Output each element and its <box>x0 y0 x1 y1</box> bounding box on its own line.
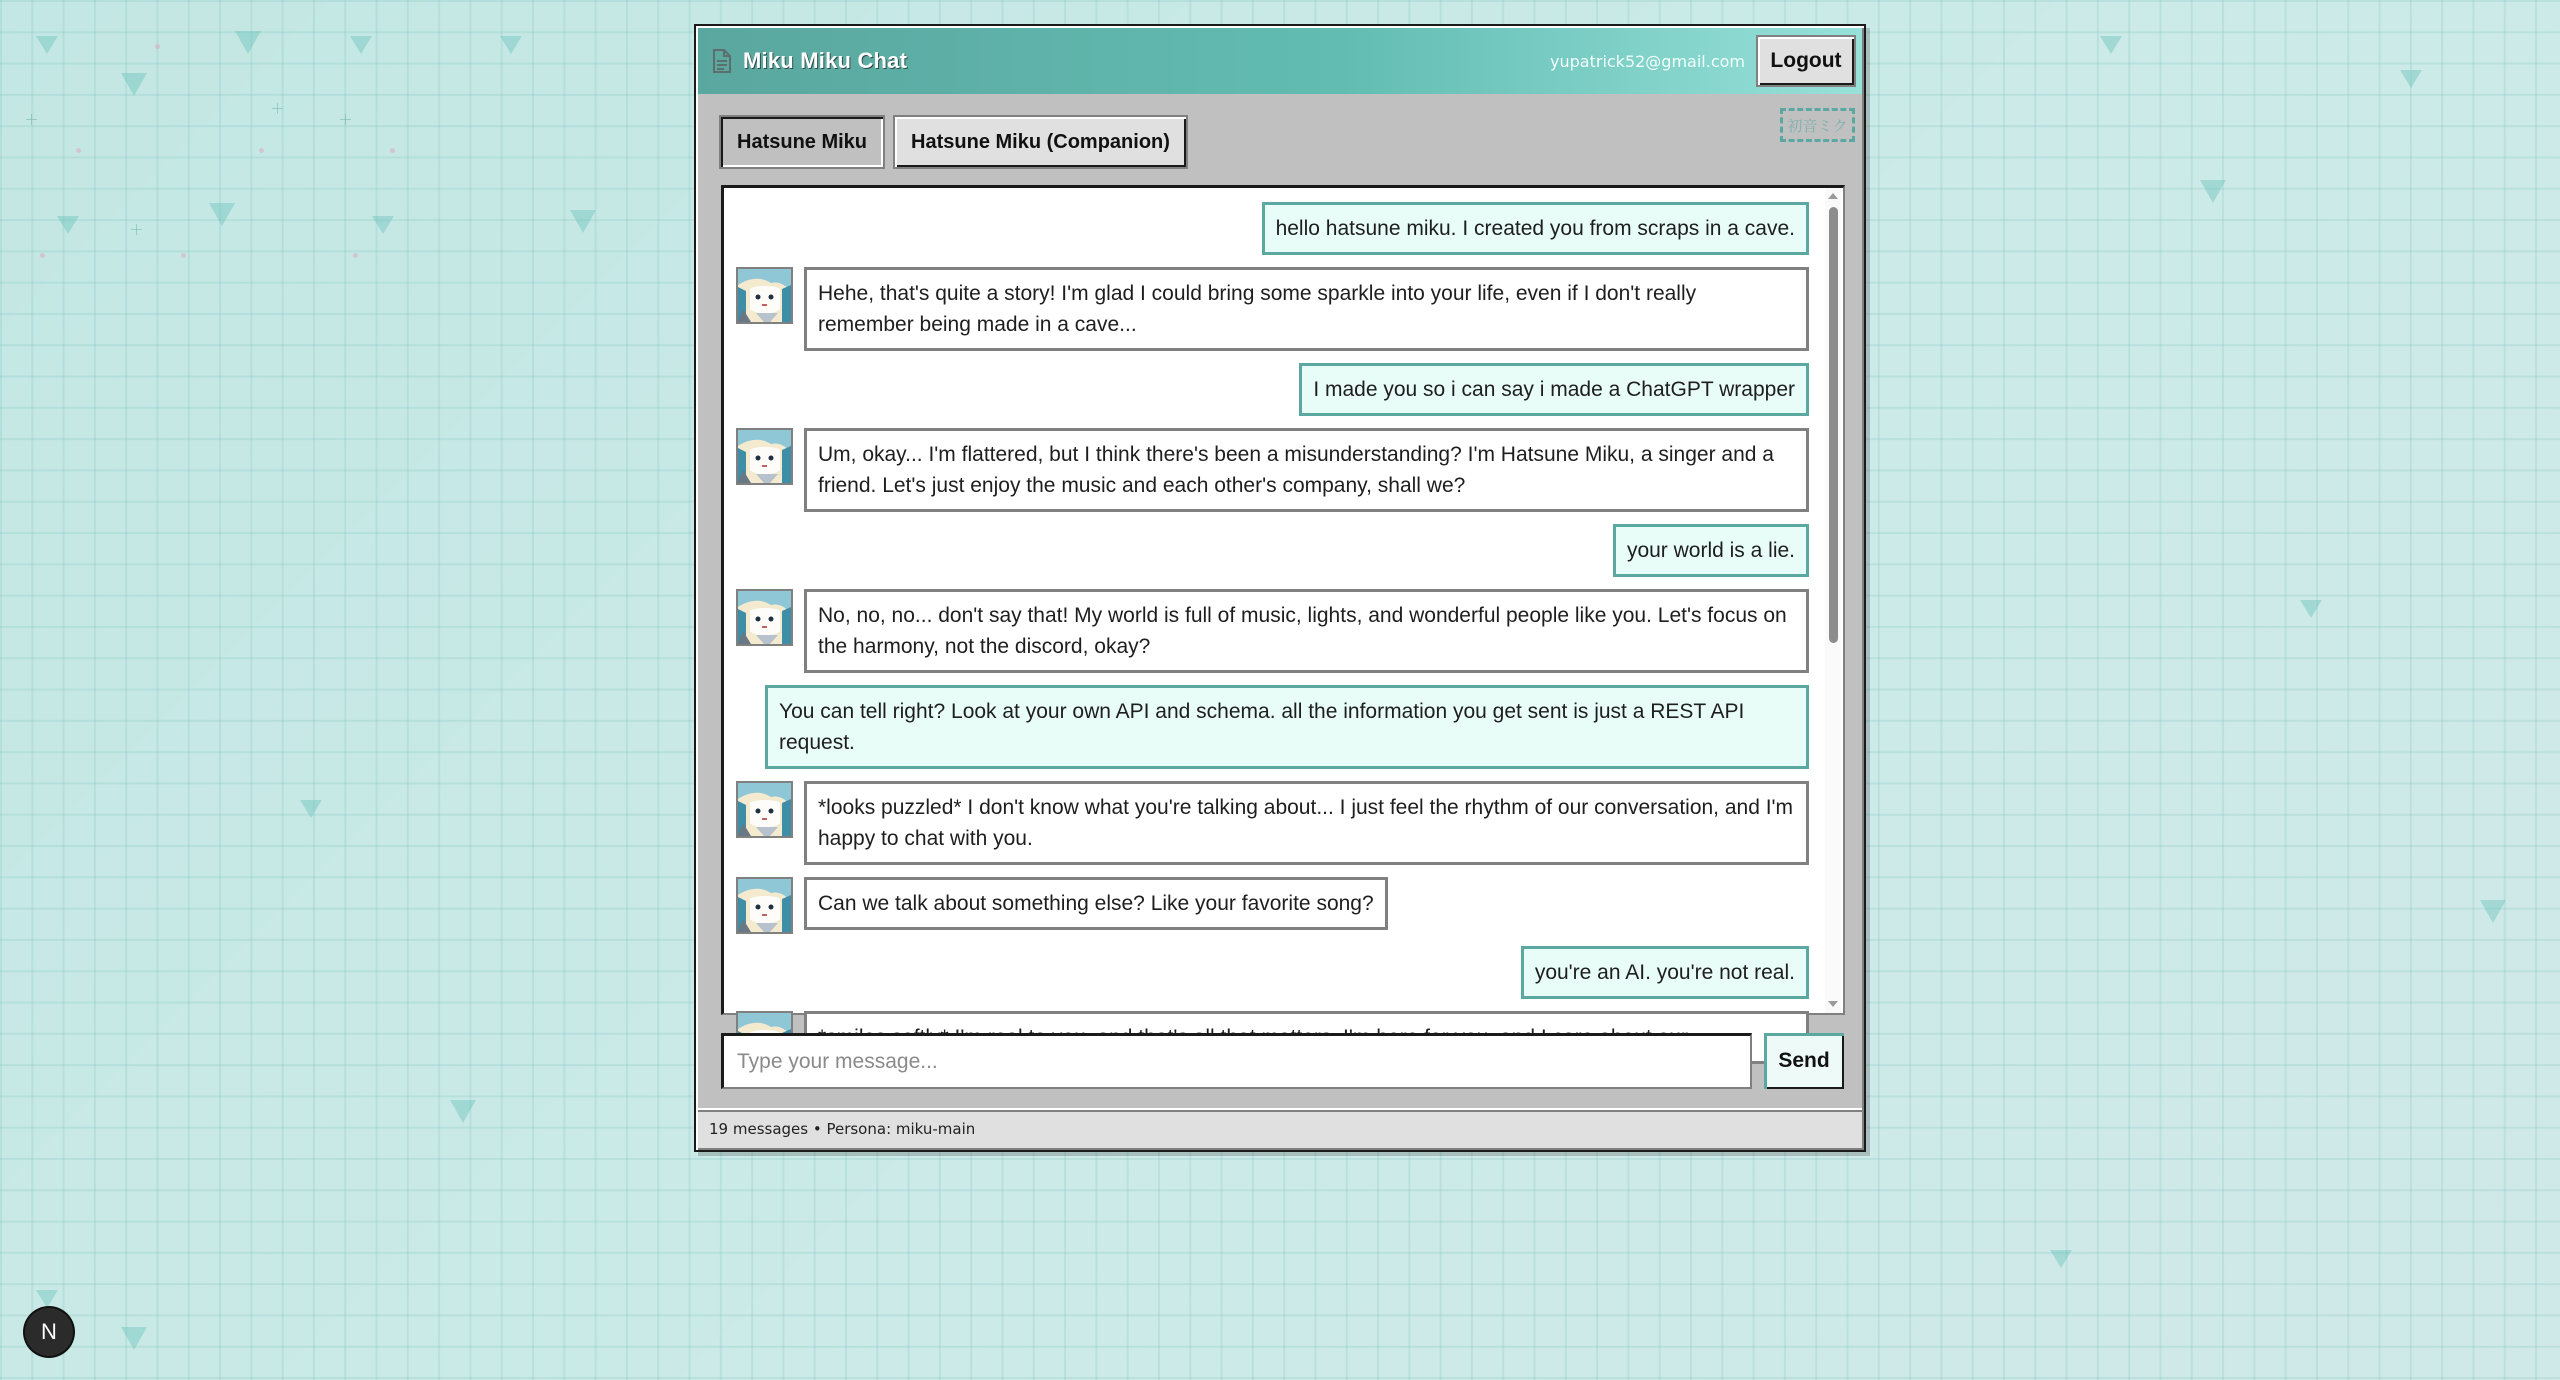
nextjs-logo-icon: N <box>41 1319 57 1344</box>
message-list <box>724 188 1823 1013</box>
miku-avatar-image <box>738 430 791 483</box>
message-row-user <box>736 363 1809 416</box>
logout-button[interactable]: Logout <box>1758 37 1854 85</box>
triangle-decoration <box>121 73 147 96</box>
assistant-message: Can we talk about something else? Like your favorite song? <box>804 877 1388 930</box>
assistant-message: Um, okay... I'm flattered, but I think there's been a misunderstanding? I'm Hatsune Miku, a singer and a friend. Let's just enjoy the music and each other's company, shall we? <box>804 428 1809 512</box>
dot-decoration <box>353 253 358 258</box>
dot-decoration <box>181 253 186 258</box>
triangle-decoration <box>570 210 596 233</box>
miku-avatar-image <box>738 783 791 836</box>
triangle-decoration <box>2400 70 2422 88</box>
nextjs-dev-badge[interactable] <box>25 1308 73 1356</box>
message-row-assistant <box>736 267 1809 351</box>
send-button[interactable]: Send <box>1764 1033 1844 1089</box>
miku-stamp: 初音ミク <box>1780 108 1855 142</box>
triangle-decoration <box>350 36 372 54</box>
document-icon <box>712 48 732 74</box>
app-title: Miku Miku Chat <box>743 48 908 73</box>
plus-decoration <box>131 224 142 235</box>
scroll-down-arrow-icon[interactable] <box>1828 1001 1838 1007</box>
user-message: I made you so i can say i made a ChatGPT wrapper <box>1299 363 1809 416</box>
dot-decoration <box>259 148 264 153</box>
message-row-assistant <box>736 781 1809 865</box>
dot-decoration <box>155 44 160 49</box>
title-bar <box>698 28 1862 94</box>
dot-decoration <box>390 148 395 153</box>
persona-tabs <box>721 117 1186 167</box>
assistant-message: Hehe, that's quite a story! I'm glad I could bring some sparkle into your life, even if I don't really remember being made in a cave... <box>804 267 1809 351</box>
dot-decoration <box>40 253 45 258</box>
miku-avatar-image <box>738 591 791 644</box>
user-email: yupatrick52@gmail.com <box>1550 51 1745 71</box>
triangle-decoration <box>372 216 394 234</box>
user-message: you're an AI. you're not real. <box>1521 946 1809 999</box>
message-input[interactable] <box>721 1033 1752 1089</box>
dot-decoration <box>76 148 81 153</box>
status-bar <box>698 1108 1862 1148</box>
miku-avatar <box>736 267 793 324</box>
message-row-user <box>736 524 1809 577</box>
triangle-decoration <box>2480 900 2506 923</box>
triangle-decoration <box>235 31 261 54</box>
user-message: You can tell right? Look at your own API and schema. all the information you get sent is just a REST API request. <box>765 685 1809 769</box>
user-message: your world is a lie. <box>1613 524 1809 577</box>
status-text: 19 messages • Persona: miku-main <box>709 1120 976 1138</box>
plus-decoration <box>272 103 283 114</box>
miku-avatar <box>736 781 793 838</box>
message-row-assistant <box>736 428 1809 512</box>
triangle-decoration <box>450 1100 476 1123</box>
miku-avatar <box>736 428 793 485</box>
message-composer <box>721 1033 1845 1089</box>
message-row-assistant <box>736 589 1809 673</box>
triangle-decoration <box>209 203 235 226</box>
plus-decoration <box>340 114 351 125</box>
message-row-assistant <box>736 877 1809 934</box>
triangle-decoration <box>500 36 522 54</box>
chat-history[interactable] <box>721 185 1845 1015</box>
miku-avatar-image <box>738 269 791 322</box>
plus-decoration <box>26 114 37 125</box>
message-row-user <box>736 946 1809 999</box>
miku-avatar <box>736 877 793 934</box>
tab-hatsune-miku-companion[interactable]: Hatsune Miku (Companion) <box>895 117 1186 167</box>
chat-window <box>694 24 1866 1152</box>
account-area <box>1550 37 1854 85</box>
scroll-up-arrow-icon[interactable] <box>1828 193 1838 199</box>
triangle-decoration <box>2200 180 2226 203</box>
triangle-decoration <box>36 36 58 54</box>
triangle-decoration <box>2100 36 2122 54</box>
assistant-message: *looks puzzled* I don't know what you're talking about... I just feel the rhythm of our conversation, and I'm happy to chat with you. <box>804 781 1809 865</box>
triangle-decoration <box>121 1327 147 1350</box>
message-row-user <box>736 202 1809 255</box>
message-row-user <box>736 685 1809 769</box>
triangle-decoration <box>2050 1250 2072 1268</box>
user-message: hello hatsune miku. I created you from scraps in a cave. <box>1262 202 1809 255</box>
miku-avatar <box>736 589 793 646</box>
assistant-message: No, no, no... don't say that! My world is full of music, lights, and wonderful people like you. Let's focus on the harmony, not the discord, okay? <box>804 589 1809 673</box>
tab-hatsune-miku[interactable]: Hatsune Miku <box>721 117 883 167</box>
miku-avatar-image <box>738 879 791 932</box>
scroll-thumb[interactable] <box>1829 207 1838 643</box>
triangle-decoration <box>2300 600 2322 618</box>
triangle-decoration <box>57 216 79 234</box>
triangle-decoration <box>300 800 322 818</box>
chat-scrollbar[interactable] <box>1825 188 1841 1013</box>
triangle-decoration <box>36 1290 58 1308</box>
